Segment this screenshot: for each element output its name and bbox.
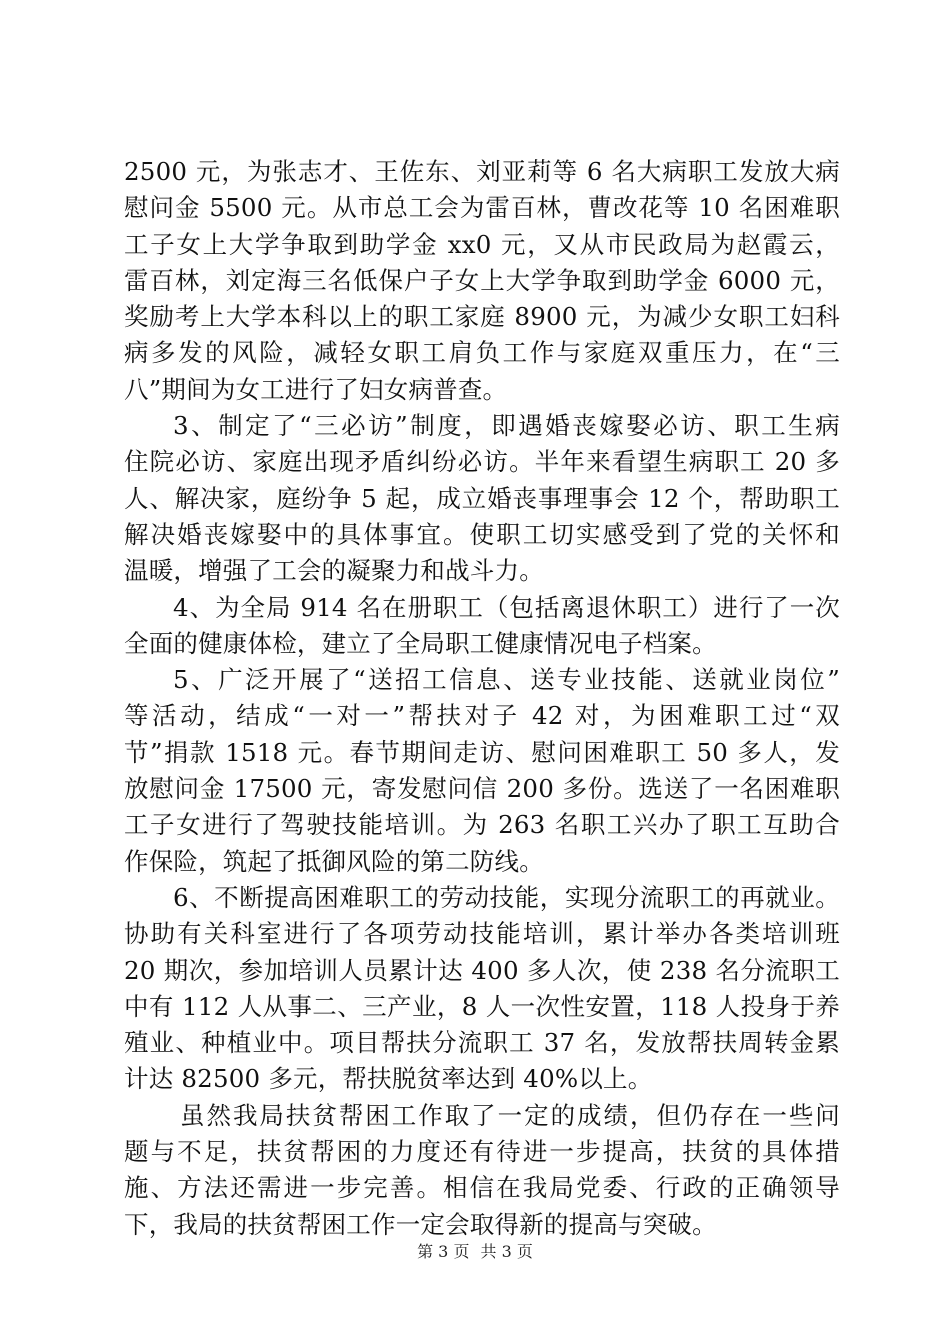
document-body	[124, 154, 840, 1243]
text-line: 5、广泛开展了“送招工信息、送专业技能、送就业岗位”	[173, 665, 840, 695]
text-line: 慰问金 5500 元。从市总工会为雷百林，曹改花等 10 名困难职	[124, 193, 840, 223]
text-line: 奖励考上大学本科以上的职工家庭 8900 元，为减少女职工妇科	[124, 302, 840, 332]
text-line: 节”捐款 1518 元。春节期间走访、慰问困难职工 50 多人，发	[124, 737, 840, 767]
page-number-total: 共 3 页	[480, 1242, 533, 1261]
text-line: 殖业、种植业中。项目帮扶分流职工 37 名，发放帮扶周转金累	[124, 1028, 840, 1058]
paragraph-closing	[124, 1098, 840, 1243]
text-line: 人、解决家，庭纷争 5 起，成立婚丧事理事会 12 个，帮助职工	[124, 483, 840, 513]
paragraph-continuation	[124, 154, 840, 408]
text-line: 作保险，筑起了抵御风险的第二防线。	[124, 846, 544, 876]
text-line: 工子女进行了驾驶技能培训。为 263 名职工兴办了职工互助合	[124, 810, 840, 840]
text-line: 下，我局的扶贫帮困工作一定会取得新的提高与突破。	[124, 1209, 717, 1239]
paragraph-item-6	[124, 880, 840, 1098]
text-line: 计达 82500 多元，帮扶脱贫率达到 40%以上。	[124, 1064, 653, 1094]
text-line: 6、不断提高困难职工的劳动技能，实现分流职工的再就业。	[173, 882, 840, 912]
text-line: 2500 元，为张志才、王佐东、刘亚莉等 6 名大病职工发放大病	[124, 157, 840, 186]
text-line: 八”期间为女工进行了妇女病普查。	[124, 374, 508, 404]
text-line: 3、制定了“三必访”制度，即遇婚丧嫁娶必访、职工生病	[173, 411, 840, 441]
text-line: 全面的健康体检，建立了全局职工健康情况电子档案。	[124, 628, 717, 658]
text-line: 4、为全局 914 名在册职工（包括离退休职工）进行了一次	[173, 592, 840, 622]
text-line: 解决婚丧嫁娶中的具体事宜。使职工切实感受到了党的关怀和	[124, 519, 840, 549]
page-number-current: 第 3 页	[417, 1242, 470, 1261]
text-line: 放慰问金 17500 元，寄发慰问信 200 多份。选送了一名困难职	[124, 774, 840, 804]
text-line: 施、方法还需进一步完善。相信在我局党委、行政的正确领导	[124, 1173, 840, 1203]
text-line: 等活动，结成“一对一”帮扶对子 42 对，为困难职工过“双	[124, 701, 840, 731]
page-footer	[0, 1241, 950, 1263]
paragraph-item-3	[124, 408, 840, 589]
text-line: 题与不足，扶贫帮困的力度还有待进一步提高，扶贫的具体措	[124, 1137, 840, 1167]
text-line: 协助有关科室进行了各项劳动技能培训，累计举办各类培训班	[124, 919, 840, 949]
text-line: 20 期次，参加培训人员累计达 400 多人次，使 238 名分流职工	[124, 955, 840, 985]
text-line: 虽然我局扶贫帮困工作取了一定的成绩，但仍存在一些问	[180, 1100, 840, 1130]
text-line: 工子女上大学争取到助学金 xx0 元，又从市民政局为赵霞云，	[124, 229, 840, 259]
text-line: 病多发的风险，减轻女职工肩负工作与家庭双重压力，在“三	[124, 338, 840, 368]
text-line: 住院必访、家庭出现矛盾纠纷必访。半年来看望生病职工 20 多	[124, 447, 840, 477]
paragraph-item-5	[124, 662, 840, 880]
text-line: 雷百林，刘定海三名低保户子女上大学争取到助学金 6000 元，	[124, 265, 840, 295]
text-line: 温暖，增强了工会的凝聚力和战斗力。	[124, 556, 544, 586]
text-line: 中有 112 人从事二、三产业，8 人一次性安置，118 人投身于养	[124, 991, 840, 1021]
paragraph-item-4	[124, 590, 840, 663]
